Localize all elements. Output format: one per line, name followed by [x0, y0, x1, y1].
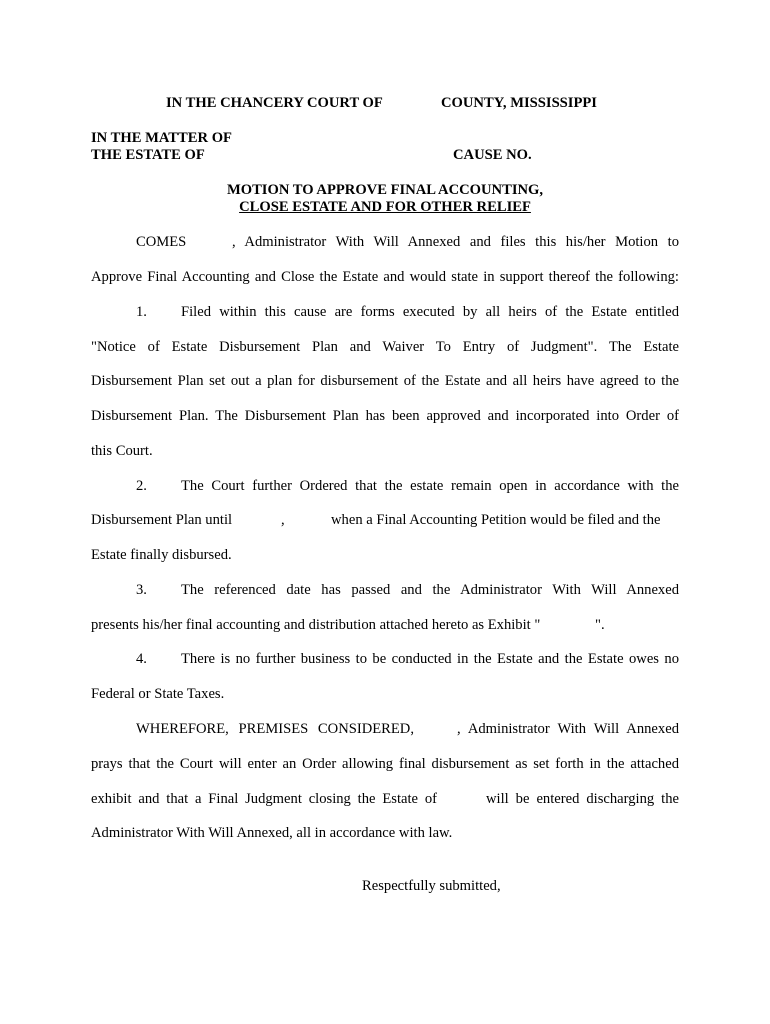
para-4-number: 4. [136, 651, 147, 667]
para-3-line-1-text: The referenced date has passed and the Administrator With Will Annexed [181, 582, 679, 598]
wherefore-line-3-b: will be entered discharging the [486, 791, 679, 807]
intro-line-1-rest: , Administrator With Will Annexed and files this his/her Motion to [232, 234, 679, 250]
wherefore-line-1-a: WHEREFORE, PREMISES CONSIDERED, [136, 721, 414, 737]
wherefore-line-4: Administrator With Will Annexed, all in accordance with law. [91, 825, 453, 841]
court-name-prefix: IN THE CHANCERY COURT OF [166, 95, 383, 111]
wherefore-line-2: prays that the Court will enter an Order allowing final disbursement as set forth in the attached [91, 756, 679, 772]
court-county-suffix: COUNTY, MISSISSIPPI [441, 95, 597, 111]
respectfully-submitted: Respectfully submitted, [362, 878, 501, 894]
para-1-line-2: "Notice of Estate Disbursement Plan and Waiver To Entry of Judgment". The Estate [91, 339, 679, 355]
wherefore-line-3-a: exhibit and that a Final Judgment closing the Estate of [91, 791, 437, 807]
para-2-number: 2. [136, 478, 147, 494]
para-1-line-3: Disbursement Plan set out a plan for disbursement of the Estate and all heirs have agreed to the [91, 373, 679, 389]
para-2-line-3: Estate finally disbursed. [91, 547, 232, 563]
para-1-number: 1. [136, 304, 147, 320]
para-2-line-1-text: The Court further Ordered that the estate remain open in accordance with the [181, 478, 679, 494]
para-1-line-4: Disbursement Plan. The Disbursement Plan has been approved and incorporated into Order of [91, 408, 679, 424]
para-1-line-5: this Court. [91, 443, 153, 459]
para-2-line-2-comma: , [281, 512, 285, 528]
para-4-line-1-text: There is no further business to be conducted in the Estate and the Estate owes no [181, 651, 679, 667]
motion-title-line-2: CLOSE ESTATE AND FOR OTHER RELIEF [239, 199, 531, 215]
intro-line-2: Approve Final Accounting and Close the Estate and would state in support thereof the following: [91, 269, 679, 285]
para-1-line-1-text: Filed within this cause are forms executed by all heirs of the Estate entitled [181, 304, 679, 320]
motion-title-line-1: MOTION TO APPROVE FINAL ACCOUNTING, [226, 182, 544, 198]
para-3-line-2-a: presents his/her final accounting and distribution attached hereto as Exhibit " [91, 617, 541, 633]
cause-number-label: CAUSE NO. [453, 147, 532, 163]
para-2-line-2-a: Disbursement Plan until [91, 512, 233, 528]
matter-line-1: IN THE MATTER OF [91, 130, 232, 146]
para-2-line-2-c: when a Final Accounting Petition would be filed and the [331, 512, 661, 528]
matter-line-2: THE ESTATE OF [91, 147, 205, 163]
para-4-line-2: Federal or State Taxes. [91, 686, 225, 702]
comes-word: COMES [136, 234, 187, 250]
wherefore-line-1-b: , Administrator With Will Annexed [457, 721, 679, 737]
para-3-line-2-b: ". [595, 617, 605, 633]
para-3-number: 3. [136, 582, 147, 598]
